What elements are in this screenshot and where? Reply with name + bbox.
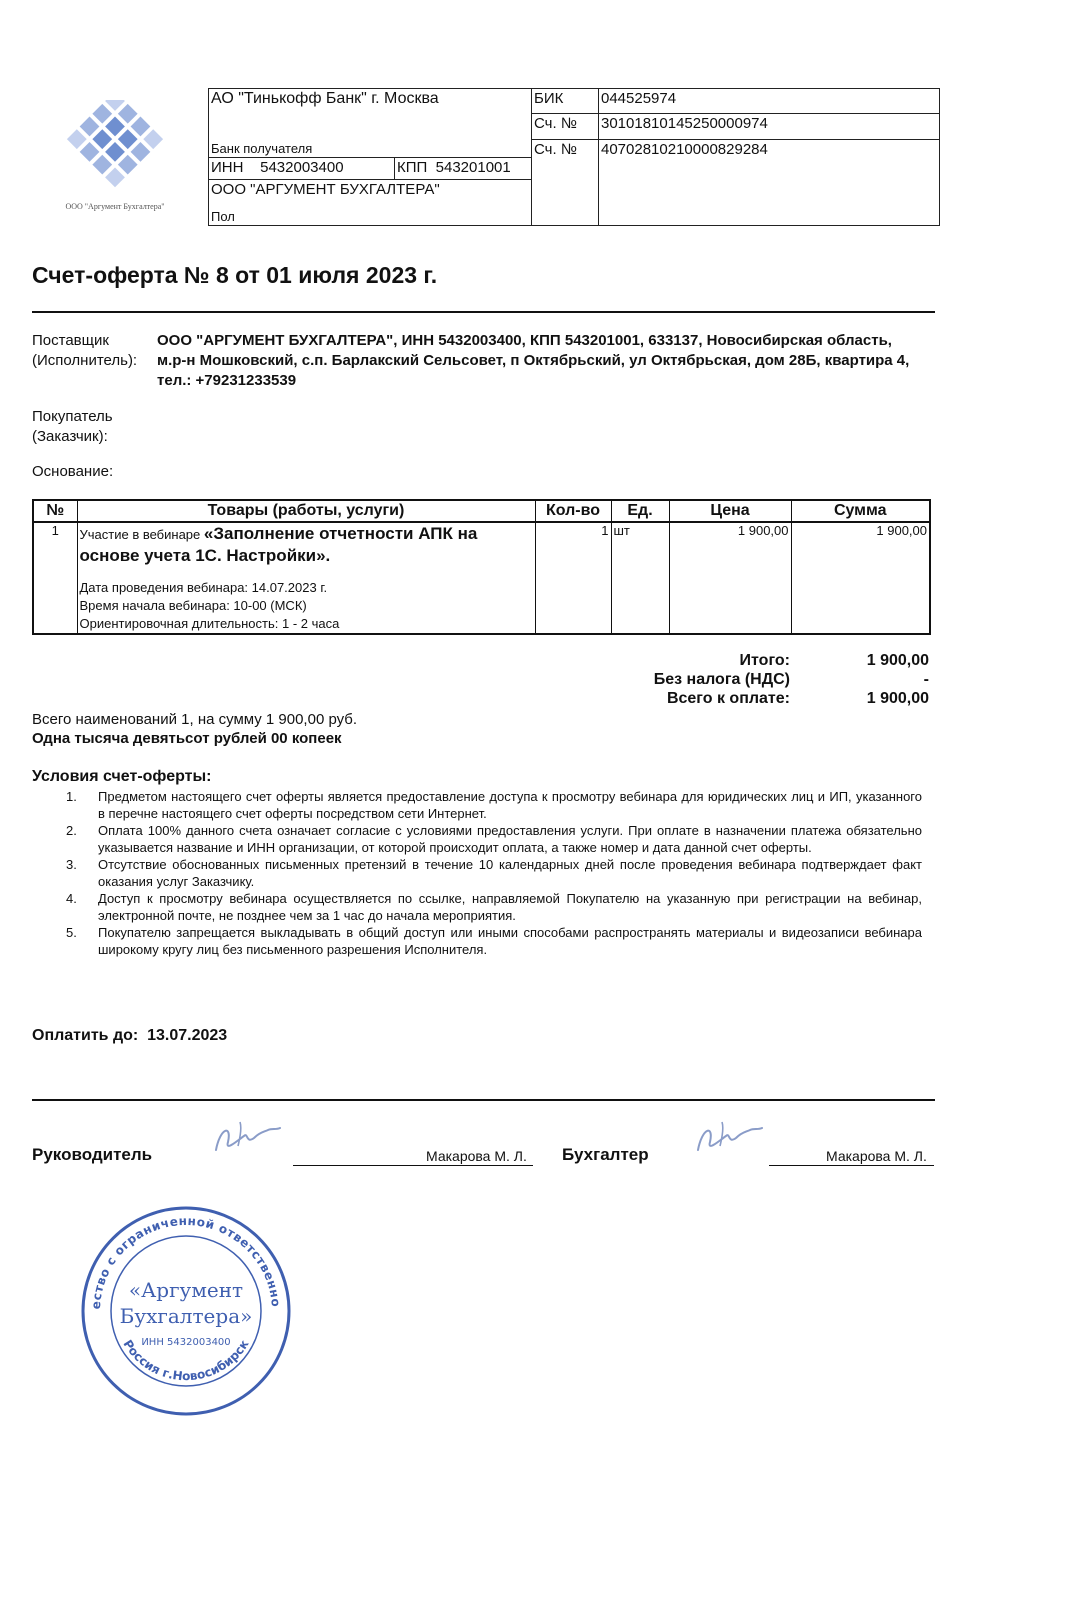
pay-until-date: 13.07.2023 xyxy=(147,1027,228,1044)
summary-line-2: Одна тысяча девятьсот рублей 00 копеек xyxy=(32,730,342,747)
condition-text: Предметом настоящего счет оферты является предоставление доступа к просмотру вебинара для юридических лиц и ИП, указанного в перечне настоящего счет оферты посредством сети Интернет. xyxy=(98,789,922,821)
item-prefix: Участие в вебинаре xyxy=(79,527,201,542)
list-item xyxy=(32,856,922,890)
item-title: «Заполнение отчетности АПК на основе учета 1С. Настройки». xyxy=(79,524,478,565)
bik-label: БИК xyxy=(532,89,599,114)
col-unit-header: Ед. xyxy=(611,500,669,522)
head-label: Руководитель xyxy=(32,1145,153,1164)
bik-value: 044525974 xyxy=(599,89,940,114)
inn-cell xyxy=(209,157,395,179)
condition-num: 1. xyxy=(66,789,77,804)
list-item xyxy=(32,924,922,958)
item-description xyxy=(77,522,535,634)
item-unit: шт xyxy=(611,522,669,634)
condition-num: 2. xyxy=(66,823,77,838)
buyer-label-1: Покупатель xyxy=(32,408,113,425)
supplier-label-1: Поставщик xyxy=(32,332,109,349)
head-name: Макарова М. Л. xyxy=(426,1148,527,1164)
stamp-line-2: Бухгалтера» xyxy=(119,1304,253,1328)
bank-name: АО "Тинькофф Банк" г. Москва xyxy=(211,90,439,107)
bank-details-table xyxy=(208,88,940,226)
buyer-label-2: (Заказчик): xyxy=(32,428,108,445)
list-item xyxy=(32,822,922,856)
col-sum-header: Сумма xyxy=(791,500,930,522)
pay-value: 1 900,00 xyxy=(866,690,929,707)
logo-caption: ООО "Аргумент Бухгалтера" xyxy=(65,202,165,211)
recipient-name: ООО "АРГУМЕНТ БУХГАЛТЕРА" xyxy=(209,179,532,203)
stamp-inn: ИНН 5432003400 xyxy=(141,1337,231,1348)
acc-value: 40702810210000829284 xyxy=(599,139,940,225)
condition-text: Оплата 100% данного счета означает согласие с условиями предоставления услуги. При оплате в назначении платежа обязательно указывается название и ИНН организации, от которой происходит оплата, а также номер и дата данной счет оферты. xyxy=(98,823,922,855)
kpp-cell xyxy=(395,157,532,179)
condition-num: 5. xyxy=(66,925,77,940)
accountant-name: Макарова М. Л. xyxy=(826,1148,927,1164)
col-goods-header: Товары (работы, услуги) xyxy=(77,500,535,522)
col-qty-header: Кол-во xyxy=(535,500,611,522)
item-duration: Ориентировочная длительность: 1 - 2 часа xyxy=(79,616,340,631)
list-item xyxy=(32,788,922,822)
company-stamp xyxy=(80,1205,292,1417)
condition-text: Покупателю запрещается выкладывать в общий доступ или иными способами распространять материалы и видеозаписи вебинара широкому кругу лиц без письменного разрешения Исполнителя. xyxy=(98,925,922,957)
pay-until xyxy=(32,1026,227,1046)
bank-name-cell xyxy=(209,89,532,140)
supplier-details: ООО "АРГУМЕНТ БУХГАЛТЕРА", ИНН 5432003400, КПП 543201001, 633137, Новосибирская область, м.р-н Мошковский, с.п. Барлакский Сельсовет, п Октябрьский, ул Октябрьская, дом 28Б, квартира 4, тел.: +79231233539 xyxy=(157,332,910,389)
item-num: 1 xyxy=(33,522,77,634)
pay-until-label: Оплатить до: xyxy=(32,1027,139,1044)
accountant-signature xyxy=(692,1118,772,1158)
stamp-bottom-text: Россия г.Новосибирск xyxy=(120,1337,252,1384)
pay-label: Всего к оплате: xyxy=(666,690,790,707)
acc-label: Сч. № xyxy=(532,139,599,225)
kpp-value: 543201001 xyxy=(435,158,511,176)
inn-value: 5432003400 xyxy=(260,158,344,176)
conditions-section xyxy=(32,768,922,958)
total-value: 1 900,00 xyxy=(866,652,929,669)
total-label: Итого: xyxy=(739,652,790,669)
items-header-row xyxy=(33,500,930,522)
accountant-label: Бухгалтер xyxy=(562,1145,649,1164)
condition-text: Отсутствие обоснованных письменных претензий в течение 10 календарных дней после проведения вебинара подтверждает факт оказания услуг Заказчику. xyxy=(98,857,922,889)
signature-divider xyxy=(32,1099,935,1101)
item-qty: 1 xyxy=(535,522,611,634)
inn-label: ИНН xyxy=(211,158,244,176)
stamp-line-1: «Аргумент xyxy=(128,1278,244,1302)
list-item xyxy=(32,890,922,924)
items-table xyxy=(32,499,931,635)
head-signature-line xyxy=(293,1165,533,1166)
supplier-label-2: (Исполнитель): xyxy=(32,352,138,369)
basis-label: Основание: xyxy=(32,463,114,480)
head-signature xyxy=(210,1118,290,1158)
item-price: 1 900,00 xyxy=(669,522,791,634)
recipient-label: Пол xyxy=(209,203,532,225)
col-num-header: № xyxy=(33,500,77,522)
corr-acc-value: 30101810145250000974 xyxy=(599,114,940,139)
corr-acc-label: Сч. № xyxy=(532,114,599,139)
stamp-outer-text: ество с ограниченной ответственно xyxy=(88,1213,283,1310)
condition-num: 4. xyxy=(66,891,77,906)
item-sum: 1 900,00 xyxy=(791,522,930,634)
kpp-label: КПП xyxy=(397,158,428,176)
tax-label: Без налога (НДС) xyxy=(653,671,790,688)
table-row xyxy=(33,522,930,634)
condition-text: Доступ к просмотру вебинара осуществляется по ссылке, направляемой Покупателю на указанную при регистрации на вебинар, электронной почте, не позднее чем за 1 час до начала мероприятия. xyxy=(98,891,922,923)
condition-num: 3. xyxy=(66,857,77,872)
col-price-header: Цена xyxy=(669,500,791,522)
item-date: Дата проведения вебинара: 14.07.2023 г. xyxy=(79,580,328,595)
accountant-signature-line xyxy=(769,1165,934,1166)
conditions-title: Условия счет-оферты: xyxy=(32,768,212,785)
summary-line-1: Всего наименований 1, на сумму 1 900,00 руб. xyxy=(32,711,358,728)
item-time: Время начала вебинара: 10-00 (МСК) xyxy=(79,598,307,613)
tax-value: - xyxy=(923,671,929,688)
title-divider xyxy=(32,311,935,313)
page-title: Счет-оферта № 8 от 01 июля 2023 г. xyxy=(32,262,438,288)
bank-recipient-label: Банк получателя xyxy=(209,139,532,157)
